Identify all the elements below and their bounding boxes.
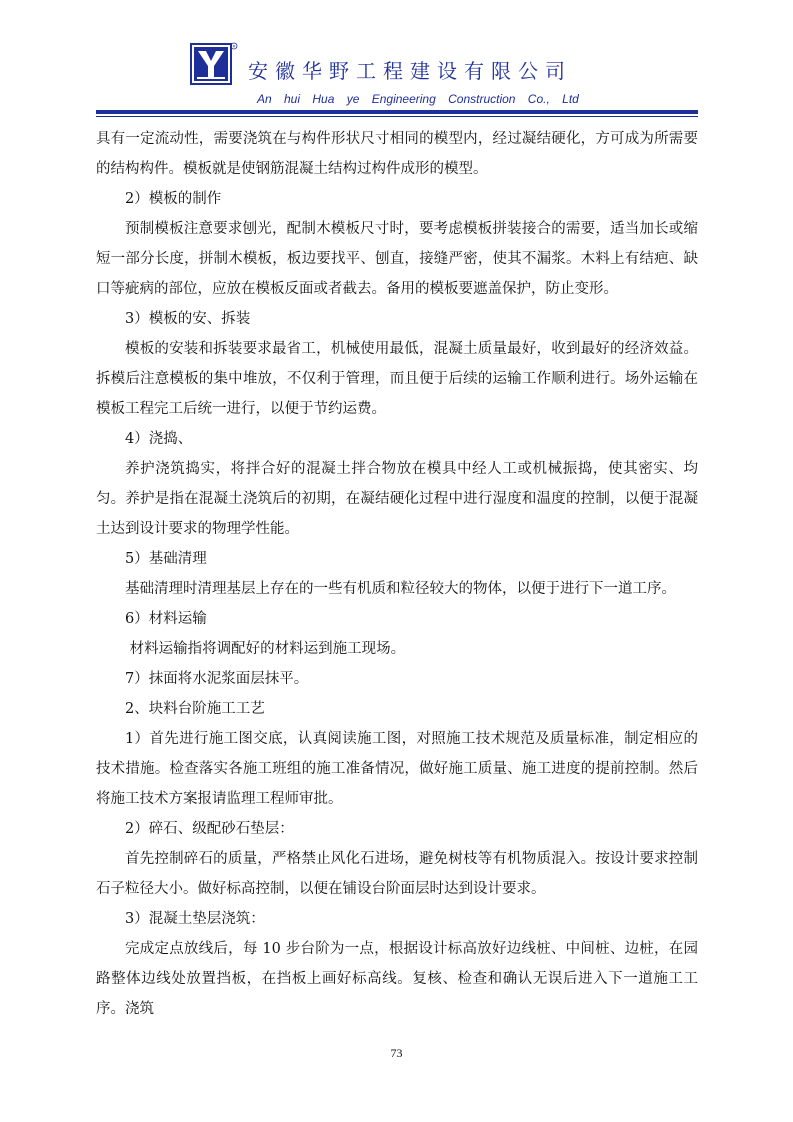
paragraph: 基础清理时清理基层上存在的一些有机质和粒径较大的物体，以便于进行下一道工序。 bbox=[125, 581, 676, 597]
section-heading: 2）碎石、级配砂石垫层： bbox=[125, 821, 294, 837]
paragraph: 首先控制碎石的质量，严格禁止风化石进场，避免树枝等有机物质混入。按设计要求控制石子粒径大小。做好标高控制，以便在铺设台阶面层时达到设计要求。 bbox=[96, 851, 698, 897]
company-name-cn: 安徽华野工程建设有限公司 bbox=[248, 59, 572, 83]
paragraph: 预制模板注意要求刨光，配制木模板尺寸时，要考虑模板拼装接合的需要，适当加长或缩短一部分长度，拼制木模板，板边要找平、刨直，接缝严密，使其不漏浆。木料上有结疤、缺口等疵病的部位，应放在模板反面或者截去。备用的模板要遮盖保护，防止变形。 bbox=[96, 221, 698, 297]
svg-text:R: R bbox=[232, 43, 236, 49]
header-rule-thick bbox=[96, 110, 698, 114]
company-logo-icon bbox=[190, 41, 238, 87]
section-heading: 2）模板的制作 bbox=[125, 191, 222, 207]
company-name-en: An hui Hua ye Engineering Construction Co., Ltd bbox=[257, 92, 579, 106]
section-heading: 4）浇捣、 bbox=[125, 431, 193, 447]
section-heading: 3）混凝土垫层浇筑： bbox=[125, 911, 265, 927]
page-number: 73 bbox=[390, 1046, 403, 1060]
section-heading: 5）基础清理 bbox=[125, 551, 207, 567]
section-heading: 2、块料台阶施工工艺 bbox=[125, 701, 265, 717]
paragraph: 材料运输指将调配好的材料运到施工现场。 bbox=[125, 641, 406, 657]
paragraph: 具有一定流动性，需要浇筑在与构件形状尺寸相同的模型内，经过凝结硬化，方可成为所需要的结构构件。模板就是使钢筋混凝土结构过构件成形的模型。 bbox=[96, 131, 698, 177]
section-heading: 3）模板的安、拆装 bbox=[125, 311, 251, 327]
header-rule-thin bbox=[96, 116, 698, 117]
paragraph: 1）首先进行施工图交底，认真阅读施工图，对照施工技术规范及质量标准，制定相应的技术措施。检查落实各施工班组的施工准备情况，做好施工质量、施工进度的提前控制。然后将施工技术方案报请监理工程师审批。 bbox=[96, 731, 698, 807]
page-header bbox=[0, 0, 793, 125]
paragraph: 完成定点放线后，每 10 步台阶为一点，根据设计标高放好边线桩、中间桩、边桩，在园路整体边线处放置挡板，在挡板上画好标高线。复核、检查和确认无误后进入下一道施工工序。浇筑 bbox=[96, 941, 698, 1017]
document-body bbox=[96, 124, 698, 1024]
section-heading: 6）材料运输 bbox=[125, 611, 207, 627]
section-heading: 7）抹面将水泥浆面层抹平。 bbox=[125, 671, 309, 687]
paragraph: 养护浇筑捣实，将拌合好的混凝土拌合物放在模具中经人工或机械振捣，使其密实、均匀。养护是指在混凝土浇筑后的初期，在凝结硬化过程中进行湿度和温度的控制，以便于混凝土达到设计要求的物理学性能。 bbox=[96, 461, 698, 537]
paragraph: 模板的安装和拆装要求最省工，机械使用最低，混凝土质量最好，收到最好的经济效益。拆模后注意模板的集中堆放，不仅利于管理，而且便于后续的运输工作顺利进行。场外运输在模板工程完工后统一进行，以便于节约运费。 bbox=[96, 341, 698, 417]
